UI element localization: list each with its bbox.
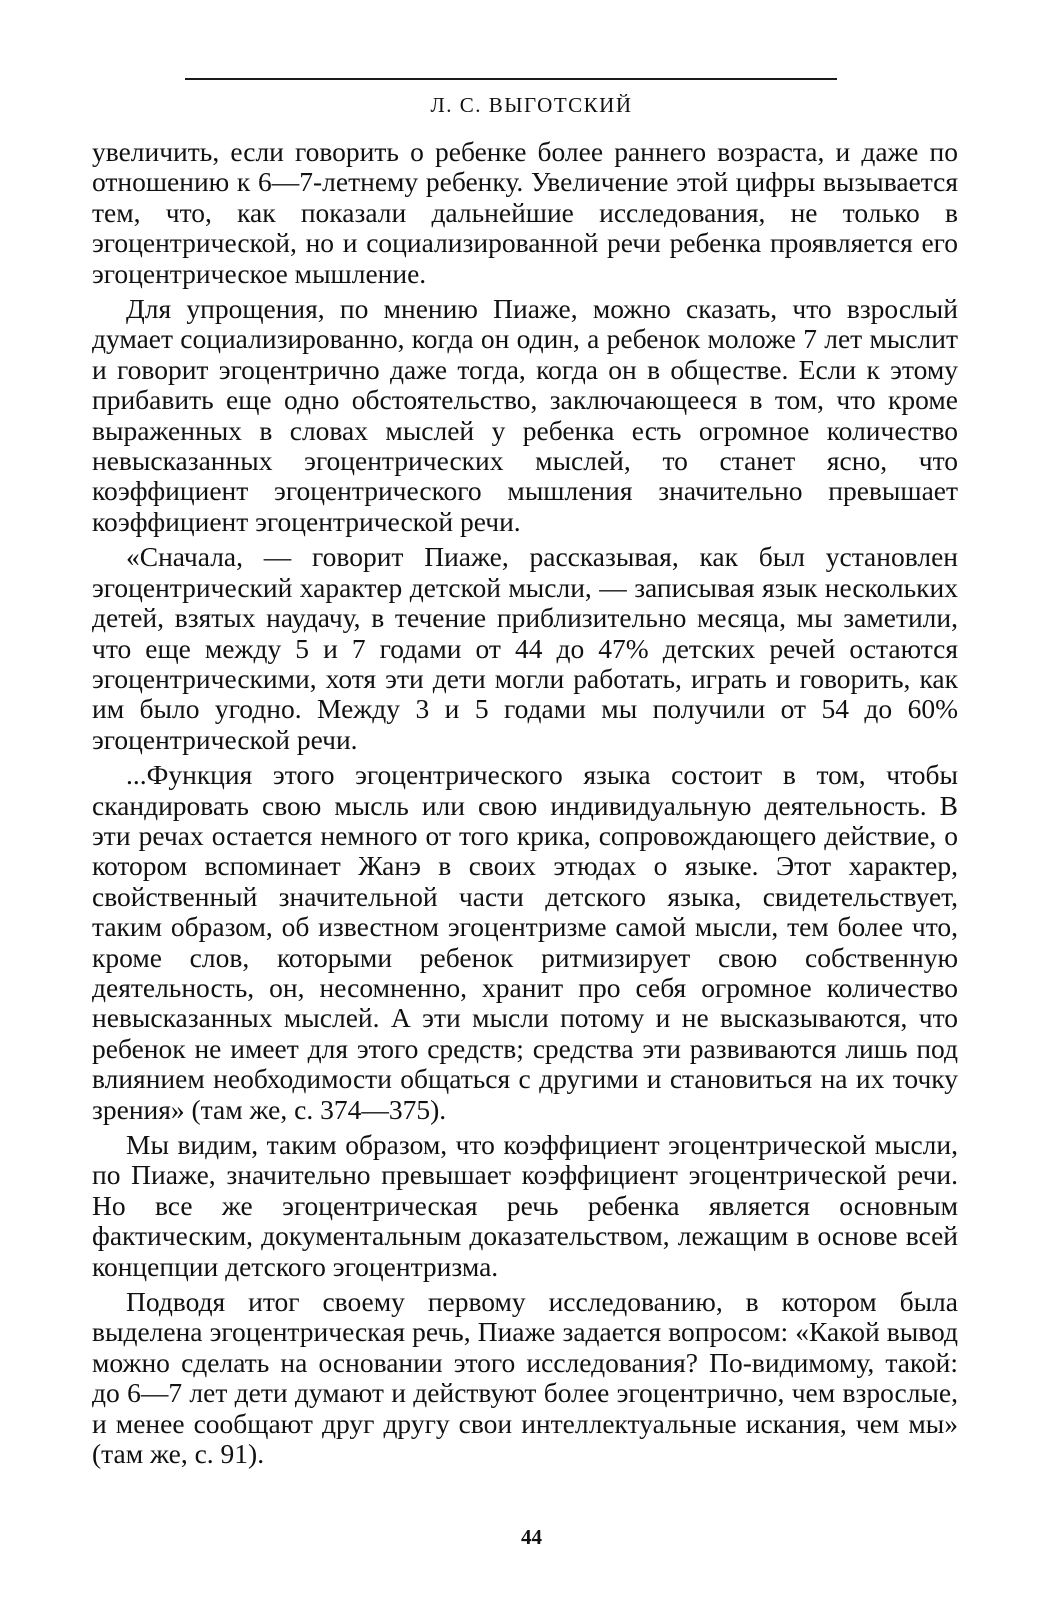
paragraph-5: Мы видим, таким образом, что коэффициент эгоцентрической мысли, по Пиаже, значительно превышает коэффициент эгоцентрической речи. Но все же эгоцентрическая речь ребенка является основным фактическим, документальным доказательством, лежащим в основе всей концепции детского эгоцентризма. <box>92 1129 958 1282</box>
header-rule <box>185 78 837 80</box>
paragraph-4: ...Функция этого эгоцентрического языка состоит в том, чтобы скандировать свою мысль или свою индивидуальную деятельность. В эти речах остается немного от того крика, сопровождающего действие, о котором вспоминает Жанэ в своих этюдах о языке. Этот характер, свойственный значительной части детского языка, свидетельствует, таким образом, об известном эгоцентризме самой мысли, тем более что, кроме слов, которыми ребенок ритмизирует свою собственную деятельность, он, несомненно, хранит про себя огромное количество невысказанных мыслей. А эти мысли потому и не высказываются, что ребенок не имеет для этого средств; средства эти развиваются лишь под влиянием необходимости общаться с другими и становиться на их точку зрения» (там же, с. 374—375). <box>92 759 958 1125</box>
page-number: 44 <box>521 1525 542 1549</box>
paragraph-2: Для упрощения, по мнению Пиаже, можно сказать, что взрослый думает социализированно, когда он один, а ребенок моложе 7 лет мыслит и говорит эгоцентрично даже тогда, когда он в обществе. Если к этому прибавить еще одно обстоятельство, заключающееся в том, что кроме выраженных в словах мыслей у ребенка есть огромное количество невысказанных эгоцентрических мыслей, то станет ясно, что коэффициент эгоцентрического мышления значительно превышает коэффициент эгоцентрической речи. <box>92 293 958 537</box>
paragraph-6: Подводя итог своему первому исследованию, в котором была выделена эгоцентрическая речь, Пиаже задается вопросом: «Какой вывод можно сделать на основании этого исследования? По-видимому, такой: до 6—7 лет дети думают и действуют более эгоцентрично, чем взрослые, и менее сообщают друг другу свои интеллектуальные искания, чем мы» (там же, с. 91). <box>92 1286 958 1470</box>
body-text <box>92 137 958 1474</box>
paragraph-1: увеличить, если говорить о ребенке более раннего возраста, и даже по отношению к 6—7-летнему ребенку. Увеличение этой цифры вызывается тем, что, как показали дальнейшие исследования, не только в эгоцентрической, но и социализированной речи ребенка проявляется его эгоцентрическое мышление. <box>92 136 958 289</box>
running-head: Л. С. ВЫГОТСКИЙ <box>430 93 633 117</box>
paragraph-3: «Сначала, — говорит Пиаже, рассказывая, как был установлен эгоцентрический характер детской мысли, — записывая язык нескольких детей, взятых наудачу, в течение приблизительно месяца, мы заметили, что еще между 5 и 7 годами от 44 до 47% детских речей остаются эгоцентрическими, хотя эти дети могли работать, играть и говорить, как им было угодно. Между 3 и 5 годами мы получили от 54 до 60% эгоцентрической речи. <box>92 541 958 755</box>
